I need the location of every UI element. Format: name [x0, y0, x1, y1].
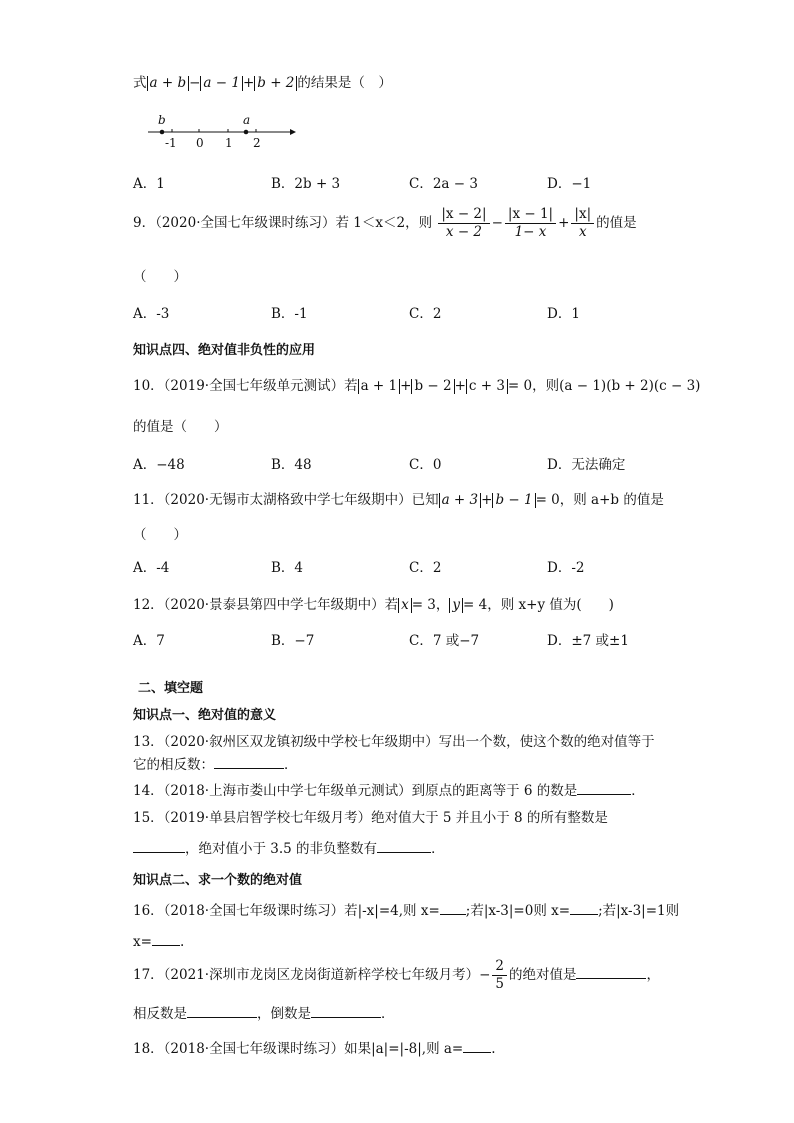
section-heading-4: 知识点四、绝对值非负性的应用	[133, 343, 316, 358]
q9-answer-paren: （ ）	[133, 269, 187, 285]
q14-end: ．	[631, 783, 645, 799]
q9-fraction-3	[571, 206, 594, 241]
q9-option-d[interactable]: D．1	[547, 306, 580, 322]
q10-option-b[interactable]: B．48	[271, 457, 312, 473]
q17-line2a: 相反数是	[133, 1006, 187, 1022]
q8-option-b[interactable]: B．2b + 3	[271, 176, 341, 192]
q11-abs2: b − 1	[492, 493, 535, 508]
q10-eq: = 0，则	[507, 378, 560, 394]
q17-end: ．	[381, 1006, 395, 1022]
q17-prefix: 17．（2021·深圳市龙岗区龙岗街道新梓学校七年级月考）−	[133, 967, 491, 983]
q9-f3-num: |x|	[571, 206, 594, 224]
q16-part1: 16．（2018·全国七年级课时练习）若|-x|=4,则 x=	[133, 903, 440, 919]
q11-plus: +	[481, 492, 493, 508]
tick-label-neg1: -1	[165, 136, 177, 150]
q9-prefix: 9．（2020·全国七年级课时练习）若 1＜x＜2，则	[133, 215, 433, 231]
q15-answer-blank-1[interactable]	[133, 838, 185, 853]
q14-answer-blank[interactable]	[577, 780, 631, 795]
q17-comma: ，	[646, 967, 660, 983]
q8-minus: −	[189, 75, 201, 91]
q13-line1: 13．（2020·叙州区双龙镇初级中学校七年级期中）写出一个数，使这个数的绝对值等于	[133, 734, 655, 750]
q12-suffix: = 4，则 x+y 值为( )	[463, 597, 614, 613]
q9-option-c[interactable]: C．2	[409, 306, 442, 322]
q16-answer-blank-3[interactable]	[152, 931, 180, 946]
q9-f3-den: x	[578, 224, 587, 240]
q11-abs1: a + 3	[439, 493, 482, 508]
section-heading-2: 知识点二、求一个数的绝对值	[133, 873, 303, 888]
q13-line2	[133, 753, 298, 773]
q9-plus: +	[558, 215, 570, 231]
q16-part2: ;若|x-3|=0则 x=	[465, 903, 571, 919]
q17-suffix: 的绝对值是	[508, 967, 577, 983]
q10-abs2: b − 2	[411, 379, 454, 394]
label-a: a	[243, 113, 251, 127]
q17-f-num: 2	[492, 958, 507, 976]
q12-mid: = 3，	[411, 597, 450, 613]
q16-part3: ;若|x-3|=1则	[598, 903, 680, 919]
q8-stem	[133, 71, 392, 91]
q18-end: .	[491, 1041, 496, 1057]
q16-line2-text: x=	[133, 934, 152, 950]
point-b	[160, 130, 165, 135]
tick-label-0: 0	[196, 136, 204, 150]
q14-line	[133, 779, 645, 799]
q11-option-c[interactable]: C．2	[409, 560, 442, 576]
q10-line2: 的值是（ ）	[133, 419, 228, 435]
q12-option-d[interactable]: D．±7 或±1	[547, 633, 629, 649]
q8-option-a[interactable]: A．1	[133, 176, 165, 192]
q9-option-b[interactable]: B．-1	[271, 306, 308, 322]
q9-f1-num: |x − 2|	[438, 206, 489, 224]
q12-option-a[interactable]: A．7	[133, 633, 165, 649]
q16-line1	[133, 899, 679, 919]
q10-abs3: c + 3	[466, 379, 508, 394]
q10-option-d[interactable]: D．无法确定	[547, 457, 626, 473]
q17-fraction	[492, 958, 507, 993]
q8-abs2: a − 1	[200, 76, 243, 91]
q17-f-den: 5	[495, 976, 504, 992]
q16-end: .	[179, 934, 185, 950]
q8-option-c[interactable]: C．2a − 3	[409, 176, 478, 192]
label-b: b	[158, 113, 166, 127]
q8-abs1: a + b	[147, 76, 190, 91]
tick-label-1: 1	[225, 136, 233, 150]
q13-answer-blank[interactable]	[214, 754, 284, 769]
q13-line2-text: 它的相反数：	[133, 757, 214, 773]
q16-line2	[133, 931, 184, 950]
q11-answer-paren: （ ）	[133, 527, 187, 543]
q10-stem	[133, 374, 700, 394]
q17-answer-blank-2[interactable]	[187, 1003, 257, 1018]
q9-f2-num: |x − 1|	[505, 206, 556, 224]
q11-stem	[133, 488, 664, 508]
point-a	[244, 130, 249, 135]
q18-text: 18．（2018·全国七年级课时练习）如果|a|=|-8|,则 a=	[133, 1041, 464, 1057]
q11-option-d[interactable]: D．-2	[547, 560, 585, 576]
q9-fraction-2	[505, 206, 556, 241]
q12-option-b[interactable]: B．−7	[271, 633, 315, 649]
q13-end: ．	[284, 757, 298, 773]
q10-expression: (a − 1)(b + 2)(c − 3)	[559, 378, 701, 394]
q15-line1: 15．（2019·单县启智学校七年级月考）绝对值大于 5 并且小于 8 的所有整数是	[133, 810, 608, 826]
q16-answer-blank-1[interactable]	[440, 900, 466, 915]
q11-suffix: = 0，则 a+b 的值是	[535, 492, 664, 508]
q11-prefix: 11．（2020·无锡市太湖格致中学七年级期中）已知	[133, 492, 439, 508]
q18-line	[133, 1037, 496, 1057]
q17-line2b: ，倒数是	[257, 1006, 311, 1022]
q12-option-c[interactable]: C．7 或−7	[409, 633, 480, 649]
q11-option-b[interactable]: B．4	[271, 560, 304, 576]
q11-option-a[interactable]: A．-4	[133, 560, 170, 576]
q17-line1	[133, 958, 660, 993]
q8-suffix: 的结果是（ ）	[297, 75, 392, 91]
q12-abs1: x	[398, 598, 412, 613]
q9-fraction-1	[438, 206, 489, 241]
q14-text: 14．（2018·上海市娄山中学七年级单元测试）到原点的距离等于 6 的数是	[133, 783, 578, 799]
q8-plus: +	[242, 75, 255, 91]
q9-stem	[133, 206, 637, 241]
section-heading-1: 知识点一、绝对值的意义	[133, 708, 277, 723]
q9-f2-den: 1− x	[514, 224, 547, 240]
q18-answer-blank[interactable]	[463, 1038, 491, 1053]
q8-prefix: 式	[133, 75, 147, 91]
q17-line2	[133, 1002, 395, 1022]
q17-answer-blank-3[interactable]	[311, 1003, 381, 1018]
number-line-arrow	[290, 129, 296, 135]
q9-option-a[interactable]: A．-3	[133, 306, 170, 322]
q15-end: ．	[431, 841, 445, 857]
q10-prefix: 10．（2019·全国七年级单元测试）若	[133, 378, 358, 394]
section-fill-in-title: 二、填空题	[138, 681, 204, 696]
q15-answer-blank-2[interactable]	[377, 838, 431, 853]
q10-abs1: a + 1	[358, 379, 401, 394]
q9-suffix: 的值是	[596, 215, 637, 231]
q12-abs2: y	[449, 598, 463, 613]
q9-f1-den: x − 2	[445, 224, 483, 240]
q15-line2	[133, 837, 445, 857]
q12-prefix: 12．（2020·景泰县第四中学七年级期中）若	[133, 597, 399, 613]
q8-option-d[interactable]: D．−1	[547, 176, 592, 192]
q10-option-a[interactable]: A．−48	[133, 457, 185, 473]
q16-answer-blank-2[interactable]	[570, 900, 598, 915]
tick-label-2: 2	[253, 136, 261, 150]
q17-answer-blank-1[interactable]	[576, 964, 646, 979]
q10-plus2: +	[454, 378, 466, 394]
q8-abs3: b + 2	[254, 76, 297, 91]
q10-option-c[interactable]: C．0	[409, 457, 442, 473]
q15-line2-mid: ，绝对值小于 3.5 的非负整数有	[185, 841, 378, 857]
q9-minus: −	[491, 215, 503, 231]
q10-plus1: +	[400, 378, 412, 394]
q12-stem	[133, 593, 614, 613]
